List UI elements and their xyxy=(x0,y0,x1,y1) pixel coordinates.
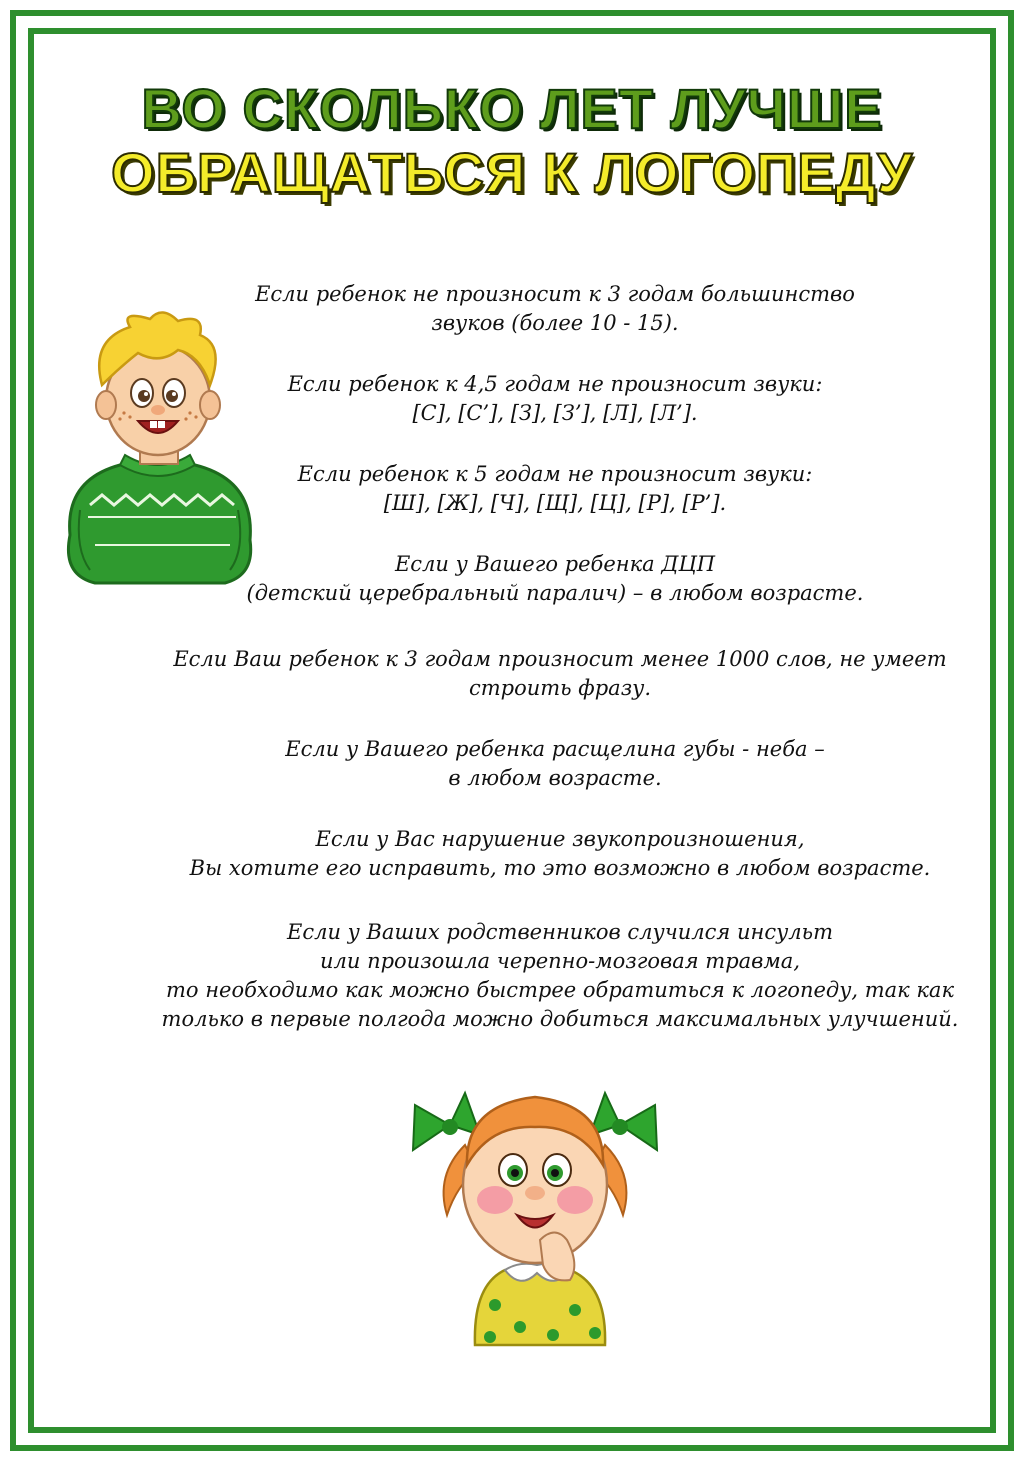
paragraph-5-line-2: строить фразу. xyxy=(468,676,652,700)
paragraph-3-line-2: [Ш], [Ж], [Ч], [Щ], [Ц], [Р], [Р’]. xyxy=(383,491,727,515)
paragraph-4-line-1: Если у Вашего ребенка ДЦП xyxy=(394,552,716,576)
boy-illustration xyxy=(50,305,265,590)
paragraph-6 xyxy=(220,735,890,793)
paragraph-3 xyxy=(230,460,880,518)
paragraph-6-line-2: в любом возрасте. xyxy=(448,766,662,790)
paragraph-4 xyxy=(220,550,890,608)
paragraph-2-line-1: Если ребенок к 4,5 годам не произносит звуки: xyxy=(287,372,823,396)
paragraph-5 xyxy=(140,645,980,703)
title-line-1: ВО СКОЛЬКО ЛЕТ ЛУЧШЕ xyxy=(141,77,883,140)
paragraph-1-line-1: Если ребенок не произносит к 3 годам большинство xyxy=(255,282,855,306)
paragraph-6-line-1: Если у Вашего ребенка расщелина губы - неба – xyxy=(285,737,825,761)
paragraph-1 xyxy=(230,280,880,338)
paragraph-2-line-2: [С], [С’], [З], [З’], [Л], [Л’]. xyxy=(412,401,698,425)
girl-illustration xyxy=(395,1065,675,1355)
paragraph-7-line-2: Вы хотите его исправить, то это возможно в любом возрасте. xyxy=(189,856,931,880)
paragraph-2 xyxy=(230,370,880,428)
paragraph-8 xyxy=(130,918,990,1034)
paragraph-8-line-4: только в первые полгода можно добиться максимальных улучшений. xyxy=(161,1007,959,1031)
paragraph-1-line-2: звуков (более 10 - 15). xyxy=(431,311,679,335)
paragraph-5-line-1: Если Ваш ребенок к 3 годам произносит менее 1000 слов, не умеет xyxy=(173,647,947,671)
title-line-2: ОБРАЩАТЬСЯ К ЛОГОПЕДУ xyxy=(111,141,913,204)
paragraph-8-line-1: Если у Ваших родственников случился инсульт xyxy=(286,920,834,944)
paragraph-3-line-1: Если ребенок к 5 годам не произносит звуки: xyxy=(297,462,813,486)
paragraph-8-line-3: то необходимо как можно быстрее обратиться к логопеду, так как xyxy=(165,978,954,1002)
paragraph-7-line-1: Если у Вас нарушение звукопроизношения, xyxy=(315,827,805,851)
paragraph-8-line-2: или произошла черепно-мозговая травма, xyxy=(319,949,801,973)
paragraph-7 xyxy=(140,825,980,883)
paragraph-4-line-2: (детский церебральный паралич) – в любом возрасте. xyxy=(246,581,864,605)
